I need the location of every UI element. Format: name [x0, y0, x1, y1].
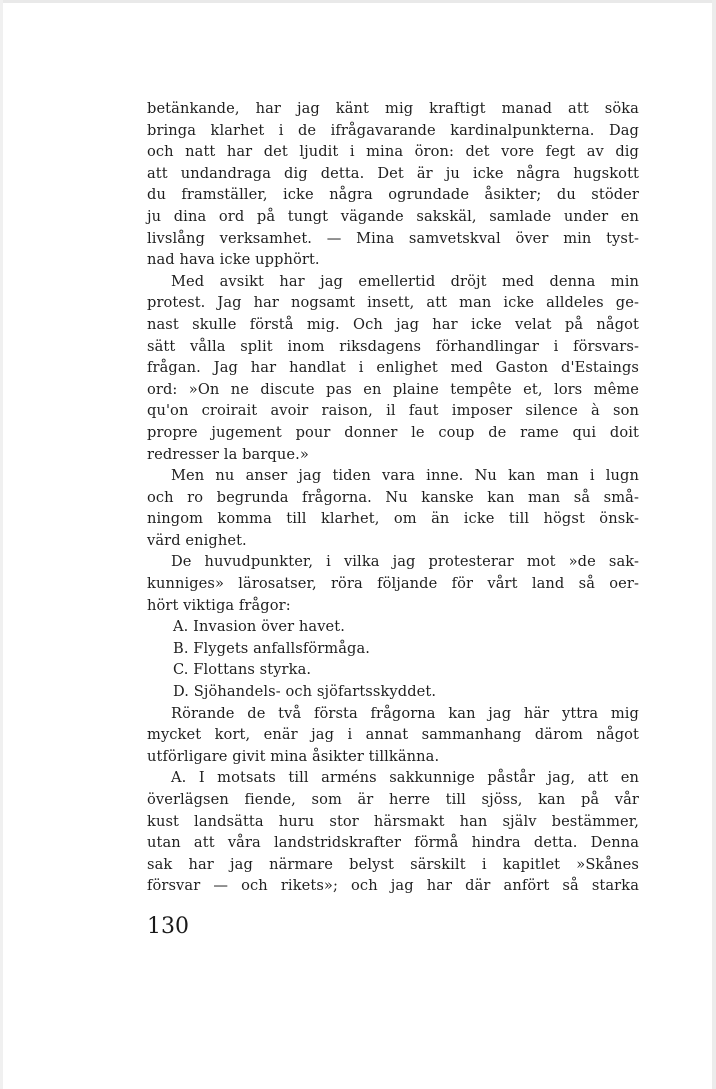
text-line: bringa klarhet i de ifrågavarande kardinalpunkterna. Dag	[147, 121, 639, 139]
page-top-edge	[0, 0, 716, 3]
text-line: du framställer, icke några ogrundade åsikter; du stöder	[147, 186, 639, 204]
list-item: D. Sjöhandels- och sjöfartsskyddet.	[173, 683, 437, 701]
text-line: ord: »On ne discute pas en plaine tempête et, lors même	[147, 380, 639, 398]
text-line: försvar — och rikets»; och jag har där anfört så starka	[147, 877, 639, 895]
text-line: livslång verksamhet. — Mina samvetskval över min tyst-	[147, 229, 639, 247]
text-line: mycket kort, enär jag i annat sammanhang därom något	[147, 726, 639, 744]
text-line: nast skulle förstå mig. Och jag har icke velat på något	[147, 315, 639, 333]
text-line: hört viktiga frågor:	[147, 596, 291, 614]
list-item: A. Invasion över havet.	[173, 618, 345, 636]
page-left-edge	[0, 0, 3, 1089]
text-line: utförligare givit mina åsikter tillkänna.	[147, 747, 440, 765]
text-line: ningom komma till klarhet, om än icke till högst önsk-	[147, 510, 639, 528]
text-line: Med avsikt har jag emellertid dröjt med denna min	[171, 272, 639, 290]
text-line: kunniges» lärosatser, röra följande för vårt land så oer-	[147, 575, 639, 593]
text-line: nad hava icke upphört.	[147, 251, 320, 269]
body-text	[147, 98, 639, 897]
text-line: De huvudpunkter, i vilka jag protesterar mot »de sak-	[171, 553, 639, 571]
text-line: att undandraga dig detta. Det är ju icke några hugskott	[147, 164, 639, 182]
text-line: värd enighet.	[147, 531, 247, 549]
text-line: ju dina ord på tungt vägande sakskäl, samlade under en	[147, 207, 639, 225]
text-line: sak har jag närmare belyst särskilt i kapitlet »Skånes	[147, 855, 639, 873]
text-line: qu'on croirait avoir raison, il faut imposer silence à son	[147, 402, 639, 420]
list-item: C. Flottans styrka.	[173, 661, 312, 679]
text-line: utan att våra landstridskrafter förmå hindra detta. Denna	[147, 834, 639, 852]
text-line: protest. Jag har nogsamt insett, att man icke alldeles ge-	[147, 294, 639, 312]
text-line: redresser la barque.»	[147, 445, 309, 463]
text-line: sätt vålla split inom riksdagens förhandlingar i försvars-	[147, 337, 639, 355]
page-number: 130	[147, 914, 189, 939]
text-line: och ro begrunda frågorna. Nu kanske kan man så små-	[147, 488, 639, 506]
text-line: propre jugement pour donner le coup de rame qui doit	[147, 423, 639, 441]
text-line: betänkande, har jag känt mig kraftigt manad att söka	[147, 100, 639, 117]
text-line: Men nu anser jag tiden vara inne. Nu kan man i lugn	[171, 467, 639, 485]
text-line: Rörande de två första frågorna kan jag här yttra mig	[171, 704, 639, 722]
text-line: överlägsen fiende, som är herre till sjöss, kan på vår	[147, 791, 639, 808]
list-item: B. Flygets anfallsförmåga.	[173, 639, 371, 657]
text-line: kust landsätta huru stor härsmakt han själv bestämmer,	[147, 812, 639, 830]
text-line: A. I motsats till arméns sakkunnige påstår jag, att en	[171, 769, 639, 787]
text-line: frågan. Jag har handlat i enlighet med Gaston d'Estaings	[147, 359, 639, 377]
text-line: och natt har det ljudit i mina öron: det vore fegt av dig	[147, 143, 639, 161]
page-right-edge	[712, 0, 716, 1089]
